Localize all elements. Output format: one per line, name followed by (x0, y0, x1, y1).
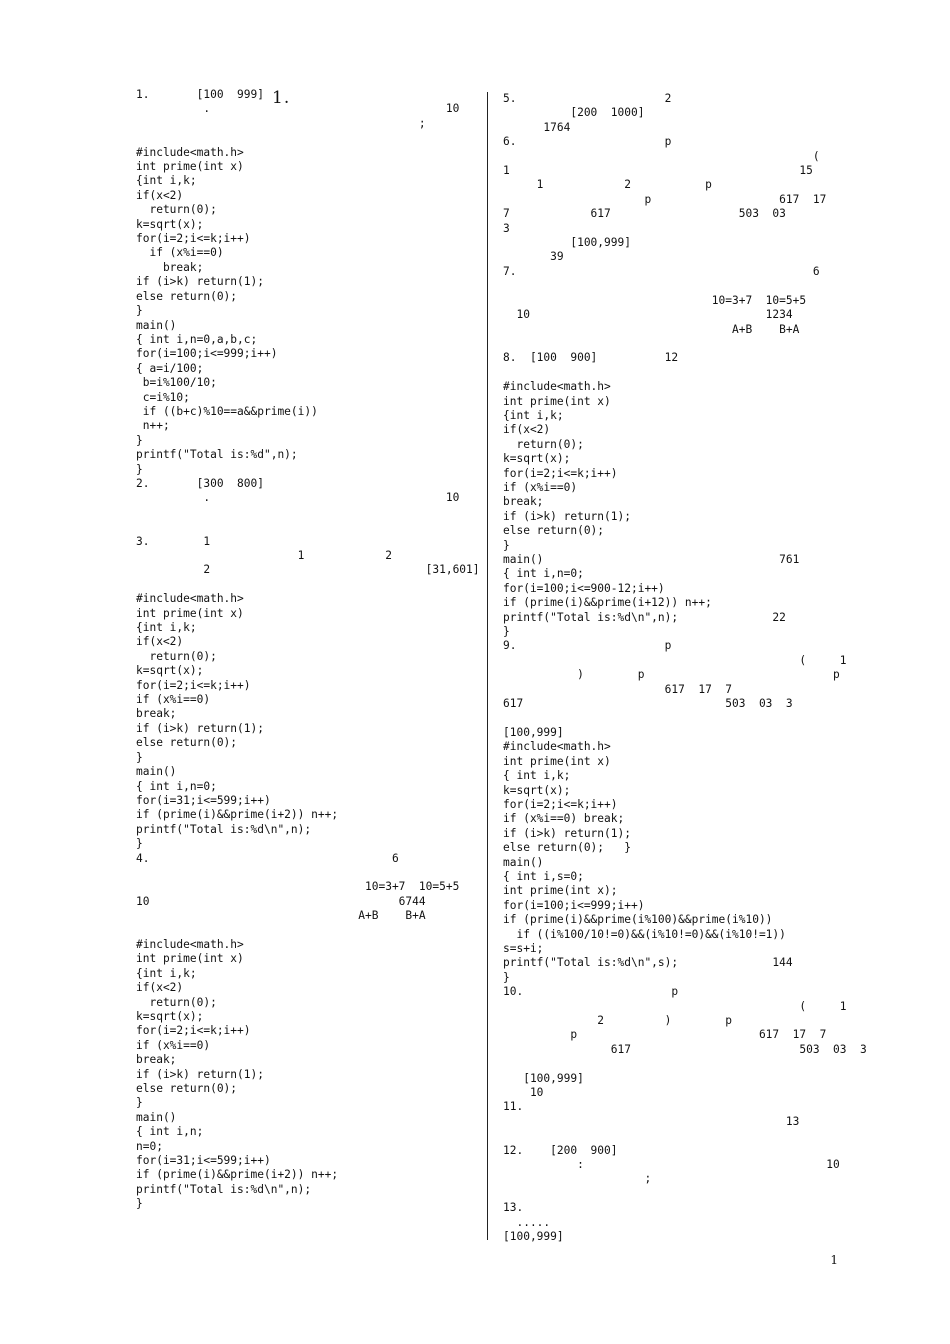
left-column-text: 1. [100 999] . 10 ; #include<math.h> int prime(int x) {int i,k; if(x<2) return(0); k=sqrt(x); for(i=2;i<=k;i++) if (x%i==0) break; if (i>k) return(1); else return(0); } main() { int i,n=0,a,b,c; for(i=100;i<=999;i++) { a=i/100; b=i%100/10; c=i%10; if ((b+c)%10==a&&prime(i)) n++; } printf("Total is:%d",n); } 2. [300 800] . 10 3. 1 1 2 2 [31,601] #include<math.h> int prime(int x) {int i,k; if(x<2) return(0); k=sqrt(x); for(i=2;i<=k;i++) if (x%i==0) break; if (i>k) return(1); else return(0); } main() { int i,n=0; for(i=31;i<=599;i++) if (prime(i)&&prime(i+2)) n++; printf("Total is:%d\n",n); } 4. 6 10=3+7 10=5+5 10 6744 A+B B+A #include<math.h> int prime(int x) {int i,k; if(x<2) return(0); k=sqrt(x); for(i=2;i<=k;i++) if (x%i==0) break; if (i>k) return(1); else return(0); } main() { int i,n; n=0; for(i=31;i<=599;i++) if (prime(i)&&prime(i+2)) n++; printf("Total is:%d\n",n); } (136, 88, 480, 1211)
column-divider (487, 92, 488, 1240)
page-number: 1 (830, 1253, 838, 1267)
page-title: 1. (272, 88, 291, 108)
right-column-text: 5. 2 [200 1000] 1764 6. p ( 1 15 1 2 p p 617 17 7 617 503 03 3 [100,999] 39 7. 6 10=3+7 10=5+5 10 1234 A+B B+A 8. [100 900] 12 #include<math.h> int prime(int x) {int i,k; if(x<2) return(0); k=sqrt(x); for(i=2;i<=k;i++) if (x%i==0) break; if (i>k) return(1); else return(0); } main() 761 { int i,n=0; for(i=100;i<=900-12;i++) if (prime(i)&&prime(i+12)) n++; printf("Total is:%d\n",n); 22 } 9. p ( 1 ) p p 617 17 7 617 503 03 3 [100,999] #include<math.h> int prime(int x) { int i,k; k=sqrt(x); for(i=2;i<=k;i++) if (x%i==0) break; if (i>k) return(1); else return(0); } main() { int i,s=0; int prime(int x); for(i=100;i<=999;i++) if (prime(i)&&prime(i%100)&&prime(i%10)) if ((i%100/10!=0)&&(i%10!=0)&&(i%10!=1)) s=s+i; printf("Total is:%d\n",s); 144 } 10. p ( 1 2 ) p p 617 17 7 617 503 03 3 [100,999] 10 11. 13 12. [200 900] : 10 ; 13. ..... [100,999] (503, 92, 867, 1244)
left-column (136, 88, 480, 1212)
right-column (503, 92, 867, 1245)
